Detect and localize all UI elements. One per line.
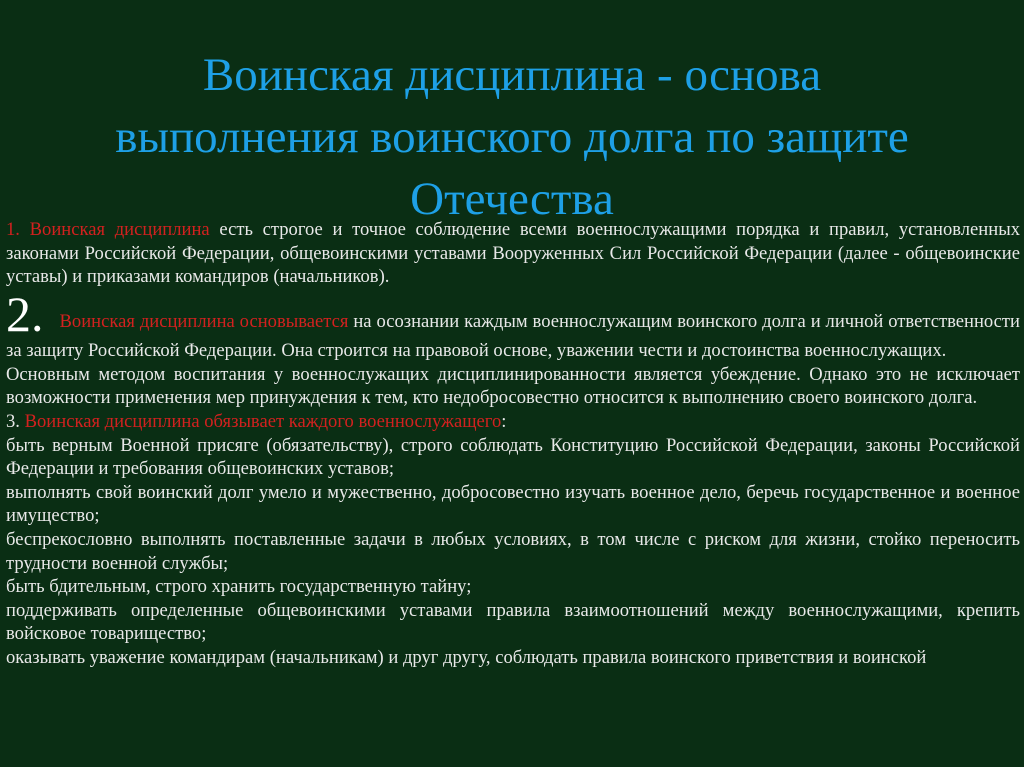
duty-item: беспрекословно выполнять поставленные задачи в любых условиях, в том числе с риском для жизни, стойко переносить трудности военной службы; <box>6 528 1020 574</box>
paragraph-4-highlight: Воинская дисциплина обязывает каждого военнослужащего <box>24 410 502 432</box>
paragraph-2-text: на осознании каждым военнослужащим воинского долга и личной ответственности за защиту Российской Федерации. Она строится на правовой основе, уважении чести и достоинства военнослужащих. <box>6 310 1020 361</box>
paragraph-1-text: есть строгое и точное соблюдение всеми военнослужащими порядка и правил, установленных законами Российской Федерации, общевоинскими уставами Вооруженных Сил Российской Федерации (далее - общевоинские уставы) и приказами командиров (начальников). <box>6 219 1021 288</box>
paragraph-3 <box>6 363 1020 410</box>
duty-item: поддерживать определенные общевоинскими уставами правила взаимоотношений между военнослужащими, крепить войсковое товарищество; <box>6 599 1020 645</box>
paragraph-2-number: 2. <box>6 285 44 342</box>
duty-item: выполнять свой воинский долг умело и мужественно, добросовестно изучать военное дело, беречь государственное и военное имущество; <box>6 481 1020 527</box>
duty-item: быть верным Военной присяге (обязательству), строго соблюдать Конституцию Российской Федерации, законы Российской Федерации и требования общевоинских уставов; <box>6 434 1020 480</box>
title-line-3: Отечества <box>410 173 614 225</box>
title-line-2: выполнения воинского долга по защите <box>115 111 909 163</box>
paragraph-3-text: Основным методом воспитания у военнослужащих дисциплинированности является убеждение. Однако это не исключает возможности применения мер принуждения к тем, кто недобросовестно относится к выполнению своего воинского долга. <box>6 363 1020 409</box>
slide-title <box>0 44 1024 230</box>
paragraph-1 <box>6 218 1020 289</box>
paragraph-2 <box>6 285 1020 363</box>
paragraph-4 <box>6 410 1020 434</box>
duty-item: оказывать уважение командирам (начальникам) и друг другу, соблюдать правила воинского приветствия и воинской <box>6 646 927 668</box>
paragraph-2-highlight: Воинская дисциплина основывается <box>59 310 349 332</box>
paragraph-1-highlight: 1. Воинская дисциплина <box>6 219 210 240</box>
duty-item: быть бдительным, строго хранить государственную тайну; <box>6 576 472 598</box>
paragraph-4-suffix: : <box>501 410 507 432</box>
paragraph-4-prefix: 3. <box>6 410 25 432</box>
slide-body <box>6 218 1020 670</box>
title-line-1: Воинская дисциплина - основа <box>202 49 822 101</box>
